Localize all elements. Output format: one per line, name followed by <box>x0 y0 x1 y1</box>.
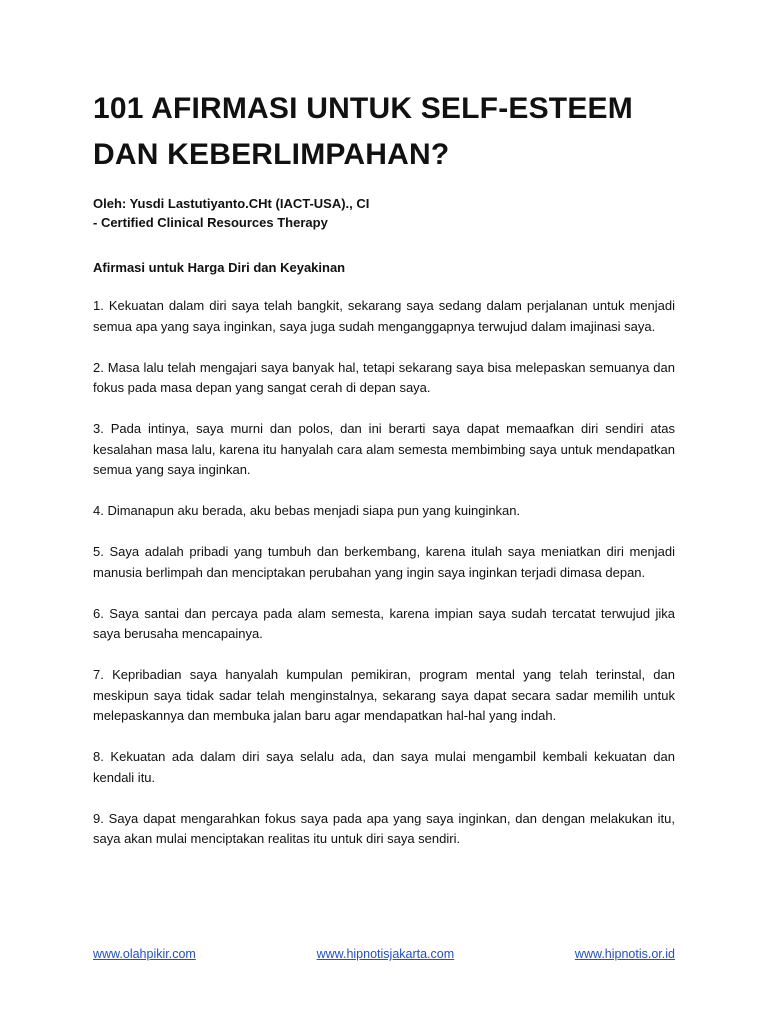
footer-link-olahpikir[interactable]: www.olahpikir.com <box>93 947 196 961</box>
affirmation-item: 7. Kepribadian saya hanyalah kumpulan pemikiran, program mental yang telah terinstal, dan meskipun saya tidak sadar telah menginstalnya, sekarang saya dapat secara sadar memilih untuk melepaskannya dan membuka jalan baru agar mendapatkan hal-hal yang indah. <box>93 667 675 723</box>
affirmation-item: 2. Masa lalu telah mengajari saya banyak hal, tetapi sekarang saya bisa melepaskan semuanya dan fokus pada masa depan yang sangat cerah di depan saya. <box>93 359 675 395</box>
author-block <box>93 194 675 232</box>
author-name: Oleh: Yusdi Lastutiyanto.CHt (IACT-USA)., CI <box>93 196 370 211</box>
section-heading: Afirmasi untuk Harga Diri dan Keyakinan <box>93 260 346 275</box>
author-credential: - Certified Clinical Resources Therapy <box>93 215 328 230</box>
footer-link-hipnotis[interactable]: www.hipnotis.or.id <box>574 947 675 961</box>
footer-link-hipnotisjakarta[interactable]: www.hipnotisjakarta.com <box>316 947 455 961</box>
affirmation-item: 8. Kekuatan ada dalam diri saya selalu ada, dan saya mulai mengambil kembali kekuatan dan kendali itu. <box>93 749 675 785</box>
title-line-2: DAN KEBERLIMPAHAN? <box>93 138 450 171</box>
affirmation-item: 9. Saya dapat mengarahkan fokus saya pada apa yang saya inginkan, dan dengan melakukan itu, saya akan mulai menciptakan realitas itu untuk diri saya sendiri. <box>93 810 675 846</box>
affirmation-item: 6. Saya santai dan percaya pada alam semesta, karena impian saya sudah tercatat terwujud jika saya berusaha mencapainya. <box>93 605 675 641</box>
document-title <box>93 86 675 178</box>
affirmation-item: 5. Saya adalah pribadi yang tumbuh dan berkembang, karena itulah saya meniatkan diri menjadi manusia berlimpah dan menciptakan perubahan yang ingin saya inginkan terjadi dimasa depan. <box>93 544 675 580</box>
affirmation-item: 3. Pada intinya, saya murni dan polos, dan ini berarti saya dapat memaafkan diri sendiri atas kesalahan masa lalu, karena itu hanyalah cara alam semesta membimbing saya untuk mendapatkan semua yang saya inginkan. <box>93 421 675 477</box>
title-line-1: 101 AFIRMASI UNTUK SELF-ESTEEM <box>93 92 633 125</box>
footer-links <box>93 947 675 961</box>
affirmation-item: 4. Dimanapun aku berada, aku bebas menjadi siapa pun yang kuinginkan. <box>93 503 521 518</box>
affirmation-list <box>93 296 675 850</box>
affirmation-item: 1. Kekuatan dalam diri saya telah bangkit, sekarang saya sedang dalam perjalanan untuk menjadi semua apa yang saya inginkan, saya juga sudah menganggapnya terwujud dalam imajinasi saya. <box>93 298 675 334</box>
document-page <box>93 86 675 870</box>
